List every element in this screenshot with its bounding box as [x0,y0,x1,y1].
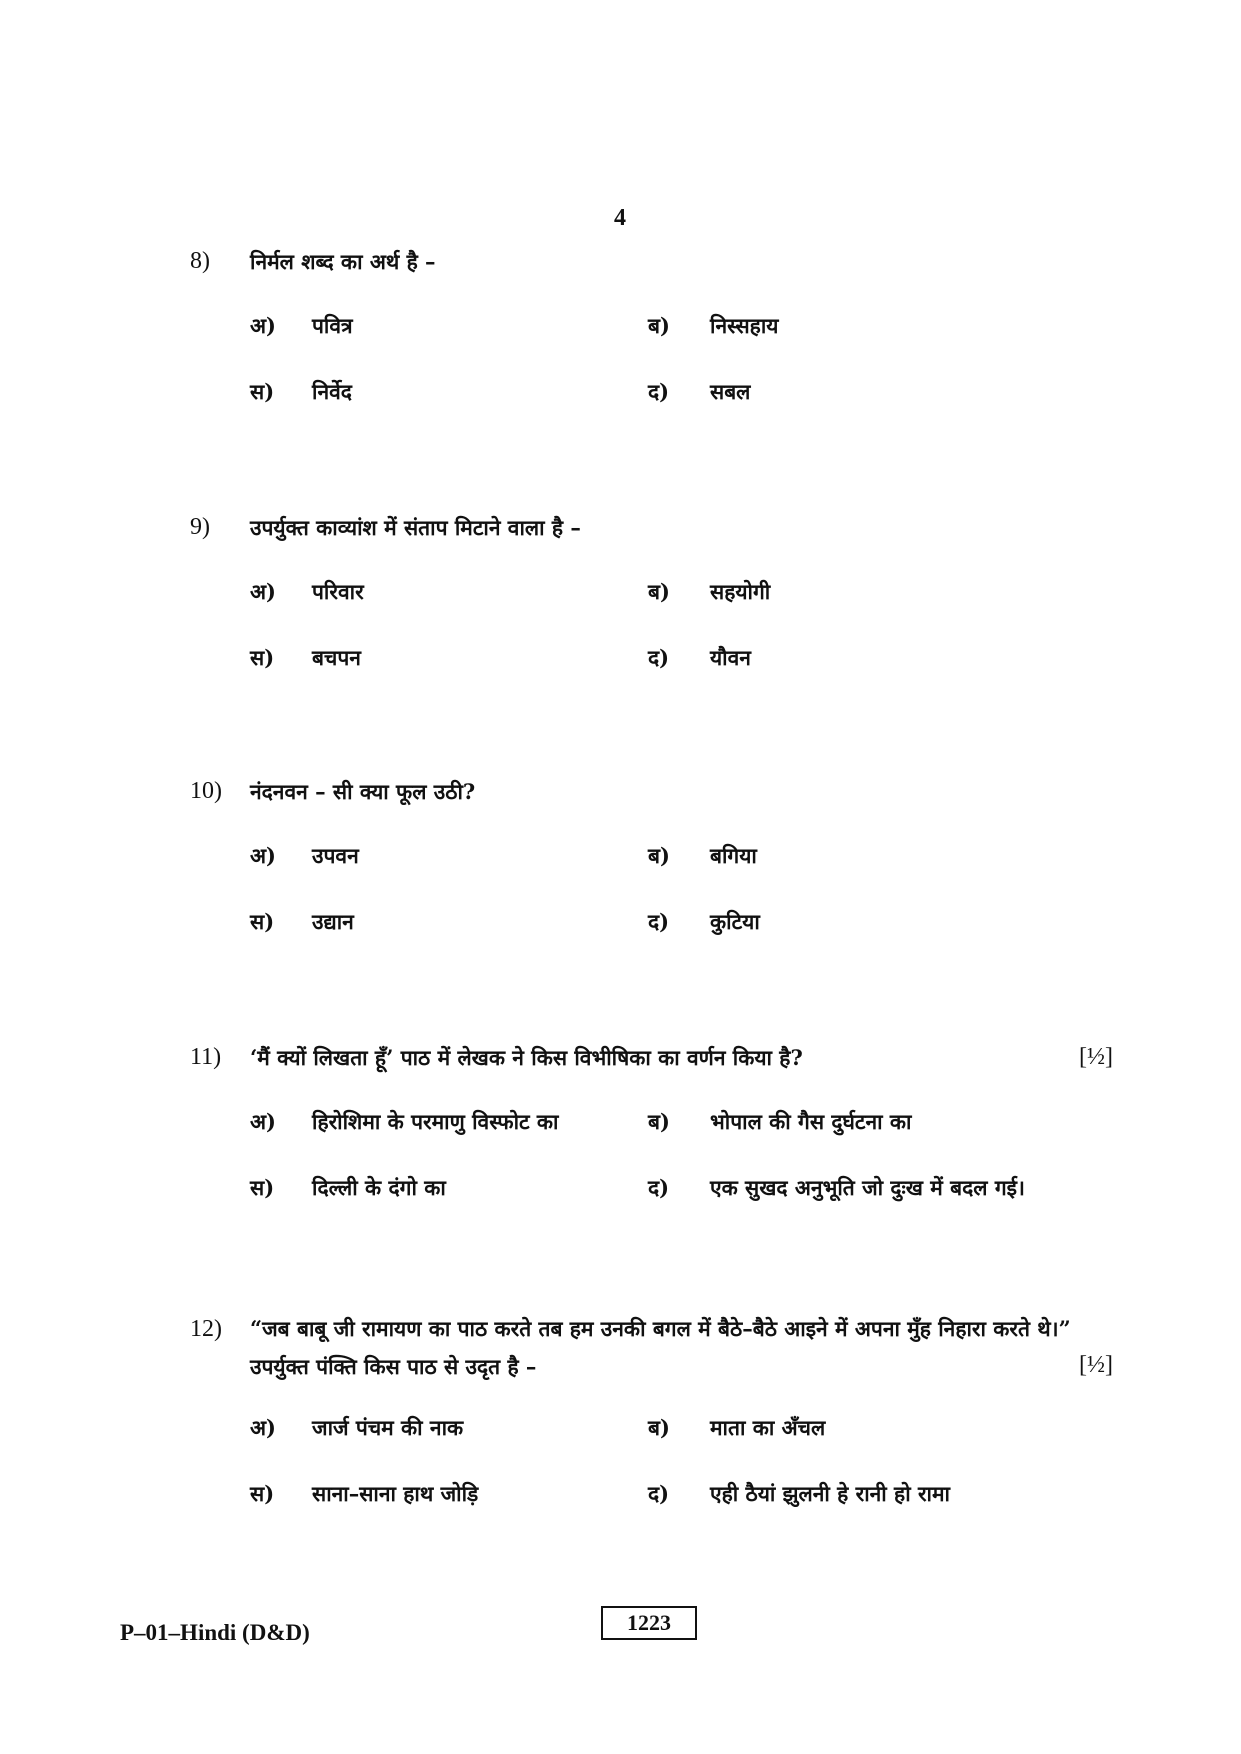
option-label: अ) [250,1109,276,1134]
option-label: ब) [648,1109,670,1134]
option-label: द) [648,379,670,404]
question-text: निर्मल शब्द का अर्थ है – [250,249,436,274]
option-label: अ) [250,313,276,338]
option-label: अ) [250,1415,276,1440]
option-text: बचपन [312,645,361,670]
option-text: माता का अँचल [710,1415,826,1440]
option-label: स) [250,379,275,404]
marks-label: [½] [1079,1044,1113,1070]
option-text: उद्यान [312,909,354,934]
question-number: 11) [190,1044,222,1070]
option-a [250,1108,558,1136]
option-text: पवित्र [312,313,353,338]
option-label: ब) [648,313,670,338]
option-label: स) [250,1175,275,1200]
option-d [648,1174,1025,1202]
question-number: 12) [190,1316,222,1342]
option-b [648,1108,911,1136]
option-text: परिवार [312,579,364,604]
option-label: द) [648,1175,670,1200]
option-a [250,842,359,870]
option-c [250,1480,478,1508]
option-text: भोपाल की गैस दुर्घटना का [710,1109,912,1134]
option-a [250,1414,463,1442]
option-text: हिरोशिमा के परमाणु विस्फोट का [312,1109,559,1134]
page-code-box: 1223 [601,1606,697,1640]
question-text: “जब बाबू जी रामायण का पाठ करते तब हम उनकी बगल में बैठे–बैठे आइने में अपना मुँह निहारा करते थे।” उपर्युक्त पंक्ति किस पाठ से उदृत है – [250,1316,1071,1379]
option-c [250,1174,446,1202]
option-b [648,842,757,870]
option-c [250,644,361,672]
option-d [648,908,760,936]
question-number: 10) [190,778,222,804]
option-d [648,1480,950,1508]
question-text: नंदनवन – सी क्या फूल उठी? [250,779,476,804]
question-number: 9) [190,514,210,540]
option-text: बगिया [710,843,757,868]
option-text: एक सुखद अनुभूति जो दुःख में बदल गई। [710,1175,1025,1200]
option-text: जार्ज पंचम की नाक [312,1415,464,1440]
option-text: सहयोगी [710,579,771,604]
option-text: यौवन [710,645,751,670]
option-label: स) [250,1481,275,1506]
option-label: ब) [648,1415,670,1440]
option-label: ब) [648,579,670,604]
option-label: अ) [250,843,276,868]
option-text: दिल्ली के दंगो का [312,1175,446,1200]
option-label: स) [250,645,275,670]
option-d [648,378,750,406]
option-label: द) [648,645,670,670]
question-text: ‘मैं क्यों लिखता हूँ’ पाठ में लेखक ने किस विभीषिका का वर्णन किया है? [250,1045,803,1070]
option-a [250,578,364,606]
option-label: स) [250,909,275,934]
option-text: एही ठैयां झुलनी हे रानी हो रामा [710,1481,950,1506]
option-c [250,378,352,406]
option-b [648,312,778,340]
option-label: ब) [648,843,670,868]
option-text: साना–साना हाथ जोड़ि [312,1481,479,1506]
page-number: 4 [614,205,626,231]
option-b [648,1414,825,1442]
question-text: उपर्युक्त काव्यांश में संताप मिटाने वाला है – [250,515,581,540]
option-text: निर्वेद [312,379,352,404]
option-text: कुटिया [710,909,760,934]
option-label: द) [648,909,670,934]
option-text: सबल [710,379,751,404]
option-d [648,644,751,672]
option-b [648,578,770,606]
option-text: उपवन [312,843,359,868]
marks-label: [½] [1079,1352,1113,1378]
option-c [250,908,354,936]
option-label: अ) [250,579,276,604]
paper-code: P–01–Hindi (D&D) [120,1620,310,1645]
option-a [250,312,353,340]
option-text: निस्सहाय [710,313,779,338]
option-label: द) [648,1481,670,1506]
question-number: 8) [190,248,210,274]
